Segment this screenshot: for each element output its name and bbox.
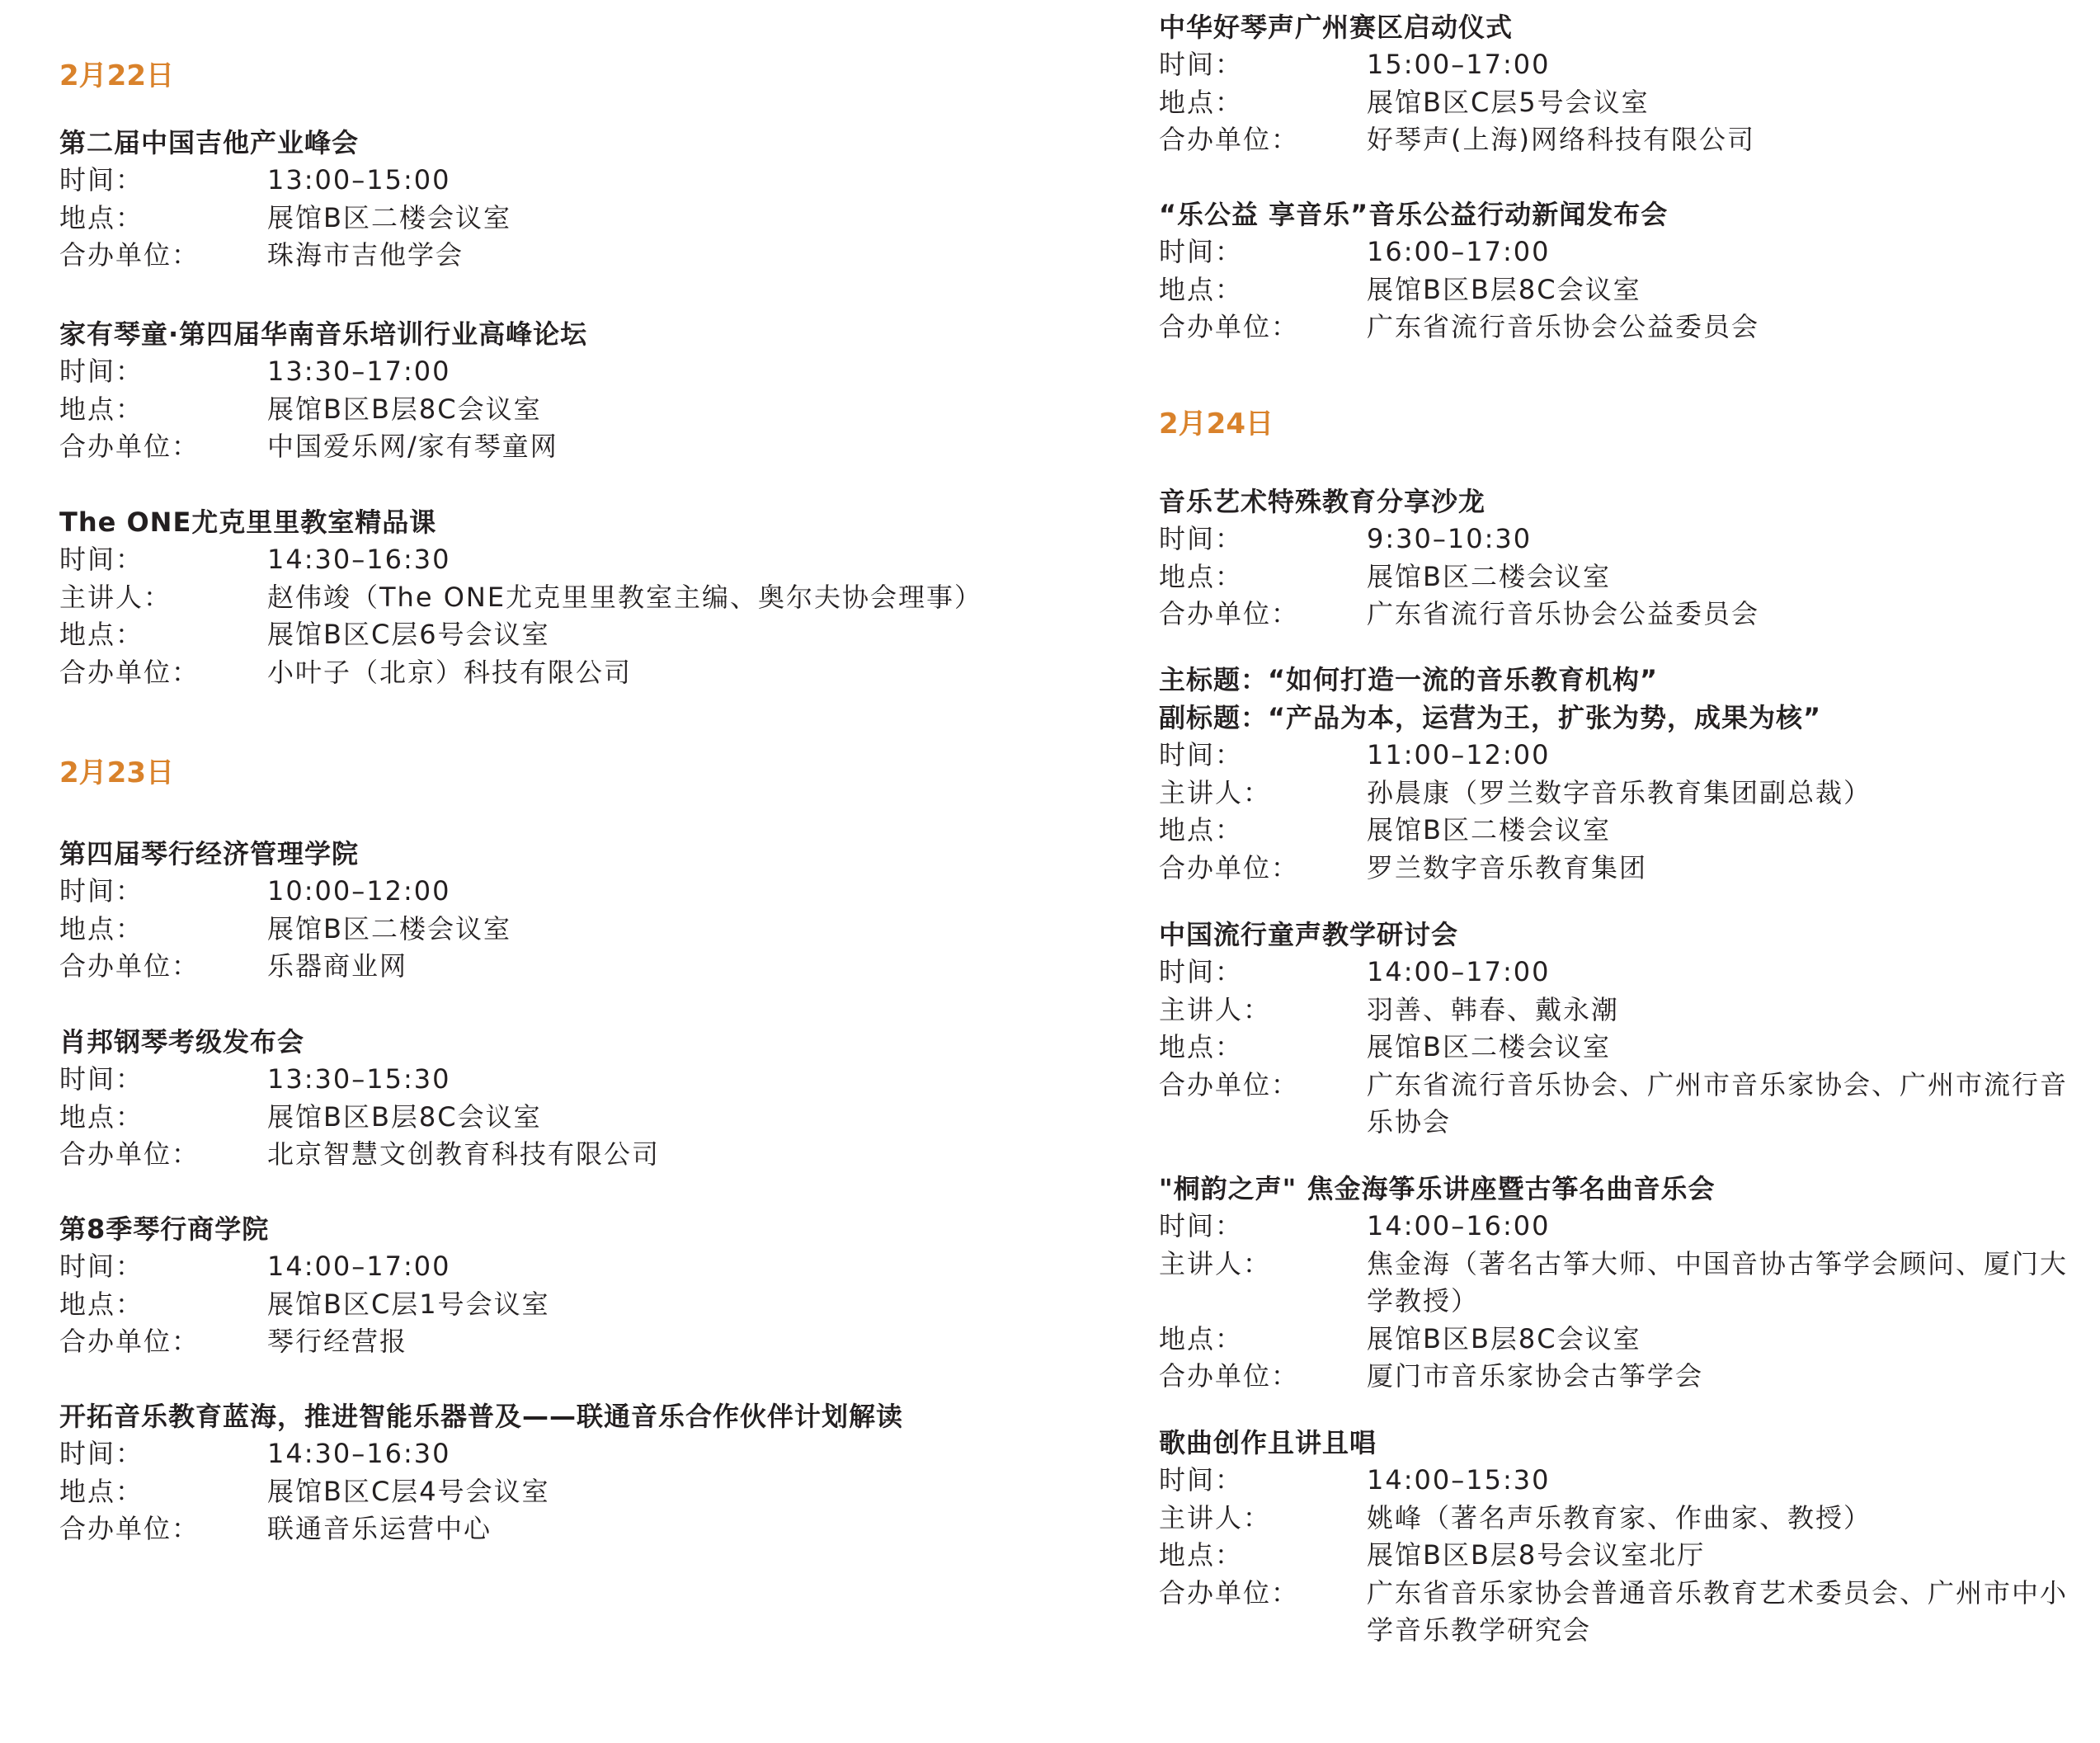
time-label: 时间：: [59, 164, 144, 195]
time-label: 时间：: [1159, 49, 1244, 80]
place-row: [1159, 84, 2083, 122]
place-label: 地点：: [59, 201, 144, 233]
time-label: 时间：: [59, 1438, 144, 1469]
organizer-label: 合办单位：: [59, 1326, 200, 1357]
time-label: 时间：: [1159, 956, 1244, 987]
event-special-education-salon: [1159, 483, 2083, 634]
place-row: [59, 1099, 1090, 1137]
organizer-value: 罗兰数字音乐教育集团: [1367, 851, 1648, 883]
organizer-value: 广东省流行音乐协会公益委员会: [1367, 311, 1760, 342]
speaker-label: 主讲人：: [1159, 776, 1272, 808]
time-row: [59, 162, 1090, 200]
place-row: [1159, 1321, 2083, 1359]
organizer-label: 合办单位：: [1159, 1360, 1300, 1392]
organizer-label: 合办单位：: [1159, 311, 1300, 342]
event-guitar-summit: [59, 124, 1090, 275]
time-row: [1159, 46, 2083, 84]
time-value: 15:00–17:00: [1367, 49, 1551, 80]
event-business-school-season8: [59, 1210, 1090, 1361]
place-label: 地点：: [1159, 814, 1244, 846]
event-unicom-partner-plan: [59, 1397, 1090, 1548]
place-value: 展馆B区C层1号会议室: [267, 1288, 550, 1320]
date-heading-feb23: 2月23日: [59, 756, 174, 789]
organizer-row: [1159, 1575, 2083, 1650]
place-value: 展馆B区C层6号会议室: [267, 619, 550, 650]
time-row: [1159, 737, 2083, 775]
organizer-label: 合办单位：: [59, 1513, 200, 1544]
place-label: 地点：: [1159, 560, 1244, 592]
event-subtitle: 副标题：“产品为本，运营为王，扩张为势，成果为核”: [1159, 702, 1822, 733]
time-row: [1159, 521, 2083, 558]
time-label: 时间：: [1159, 236, 1244, 267]
time-value: 10:00–12:00: [267, 875, 451, 907]
place-label: 地点：: [59, 1288, 144, 1320]
place-label: 地点：: [1159, 273, 1244, 305]
speaker-value: 赵伟竣（The ONE尤克里里教室主编、奥尔夫协会理事）: [267, 581, 983, 613]
event-chopin-exam-launch: [59, 1023, 1090, 1174]
organizer-value: 乐器商业网: [267, 950, 408, 982]
speaker-row: [1159, 992, 2083, 1029]
organizer-row: [1159, 1067, 2083, 1142]
place-value: 展馆B区B层8C会议室: [1367, 273, 1641, 305]
place-row: [59, 200, 1090, 238]
organizer-row: [1159, 1358, 2083, 1396]
place-row: [59, 616, 1090, 654]
place-row: [59, 911, 1090, 949]
event-title: 中华好琴声广州赛区启动仪式: [1159, 12, 1514, 43]
speaker-row: [1159, 1500, 2083, 1538]
event-songwriting-talk: [1159, 1424, 2083, 1650]
event-title: The ONE尤克里里教室精品课: [59, 506, 437, 538]
time-row: [59, 541, 1090, 579]
place-row: [1159, 1029, 2083, 1067]
event-title: 第四届琴行经济管理学院: [59, 838, 360, 869]
place-value: 展馆B区B层8C会议室: [267, 393, 542, 425]
event-guzheng-concert: [1159, 1170, 2083, 1396]
event-roland-education-talk: [1159, 661, 2083, 887]
speaker-value: 羽善、韩春、戴永潮: [1367, 993, 1620, 1025]
speaker-value: 焦金海（著名古筝大师、中国音协古筝学会顾问、厦门大学教授）: [1367, 1247, 2069, 1317]
organizer-value: 好琴声(上海)网络科技有限公司: [1367, 124, 1755, 155]
time-value: 14:00–16:00: [1367, 1210, 1551, 1241]
place-row: [1159, 271, 2083, 309]
organizer-row: [59, 237, 1090, 275]
speaker-row: [1159, 775, 2083, 813]
time-value: 14:30–16:30: [267, 1438, 451, 1469]
organizer-value: 小叶子（北京）科技有限公司: [267, 656, 633, 688]
place-label: 地点：: [59, 1475, 144, 1507]
organizer-label: 合办单位：: [1159, 124, 1300, 155]
place-value: 展馆B区二楼会议室: [1367, 560, 1611, 592]
time-row: [1159, 1462, 2083, 1500]
organizer-row: [59, 1323, 1090, 1361]
event-haoqinsheng-launch: [1159, 8, 2083, 159]
organizer-row: [59, 948, 1090, 986]
event-title: 肖邦钢琴考级发布会: [59, 1026, 305, 1058]
time-label: 时间：: [1159, 523, 1244, 554]
time-label: 时间：: [59, 356, 144, 387]
place-value: 展馆B区C层4号会议室: [267, 1475, 550, 1507]
speaker-value: 孙晨康（罗兰数字音乐教育集团副总裁）: [1367, 776, 1872, 808]
organizer-label: 合办单位：: [1159, 851, 1300, 883]
organizer-value: 琴行经营报: [267, 1326, 408, 1357]
place-row: [59, 1473, 1090, 1511]
place-value: 展馆B区B层8C会议室: [267, 1100, 542, 1133]
organizer-row: [59, 1510, 1090, 1548]
event-music-training-forum: [59, 315, 1090, 466]
place-label: 地点：: [1159, 1031, 1244, 1062]
event-title: 家有琴童·第四届华南音乐培训行业高峰论坛: [59, 318, 588, 350]
organizer-label: 合办单位：: [1159, 1068, 1300, 1100]
place-label: 地点：: [1159, 86, 1244, 118]
place-value: 展馆B区二楼会议室: [1367, 1031, 1611, 1062]
speaker-label: 主讲人：: [1159, 1247, 1272, 1279]
organizer-label: 合办单位：: [59, 431, 200, 462]
time-label: 时间：: [1159, 739, 1244, 770]
place-value: 展馆B区二楼会议室: [267, 912, 511, 945]
time-row: [59, 353, 1090, 391]
time-label: 时间：: [59, 1063, 144, 1095]
date-heading-feb24: 2月24日: [1159, 407, 1274, 440]
time-value: 13:30–17:00: [267, 356, 451, 387]
speaker-row: [59, 579, 1090, 617]
event-title: 歌曲创作且讲且唱: [1159, 1427, 1377, 1458]
time-row: [59, 1061, 1090, 1099]
place-value: 展馆B区B层8号会议室北厅: [1367, 1539, 1706, 1571]
speaker-label: 主讲人：: [1159, 1501, 1272, 1533]
place-label: 地点：: [59, 393, 144, 425]
place-label: 地点：: [59, 619, 144, 650]
time-label: 时间：: [59, 875, 144, 907]
organizer-value: 珠海市吉他学会: [267, 239, 464, 271]
time-label: 时间：: [59, 544, 144, 575]
place-value: 展馆B区B层8C会议室: [1367, 1322, 1641, 1354]
organizer-row: [59, 1136, 1090, 1174]
event-title: “乐公益 享音乐”音乐公益行动新闻发布会: [1159, 199, 1669, 230]
speaker-label: 主讲人：: [59, 581, 172, 613]
event-title: 第8季琴行商学院: [59, 1213, 270, 1245]
organizer-row: [1159, 850, 2083, 888]
organizer-value: 中国爱乐网/家有琴童网: [267, 431, 558, 462]
time-value: 13:00–15:00: [267, 164, 451, 195]
place-value: 展馆B区C层5号会议室: [1367, 86, 1650, 118]
time-row: [59, 1248, 1090, 1286]
organizer-label: 合办单位：: [1159, 598, 1300, 629]
organizer-value: 广东省流行音乐协会公益委员会: [1367, 598, 1760, 629]
event-title: 第二届中国吉他产业峰会: [59, 127, 360, 158]
place-row: [59, 391, 1090, 429]
place-value: 展馆B区二楼会议室: [1367, 814, 1611, 846]
time-value: 14:00–17:00: [267, 1251, 451, 1282]
organizer-label: 合办单位：: [59, 1138, 200, 1170]
time-value: 16:00–17:00: [1367, 236, 1551, 267]
event-title: 中国流行童声教学研讨会: [1159, 919, 1459, 950]
place-label: 地点：: [59, 1100, 144, 1133]
event-title: 主标题：“如何打造一流的音乐教育机构”: [1159, 664, 1659, 695]
time-row: [1159, 954, 2083, 992]
organizer-row: [1159, 309, 2083, 346]
time-label: 时间：: [1159, 1210, 1244, 1241]
organizer-value: 广东省音乐家协会普通音乐教育艺术委员会、广州市中小学音乐教学研究会: [1367, 1576, 2069, 1646]
place-value: 展馆B区二楼会议室: [267, 201, 511, 233]
time-value: 14:00–15:30: [1367, 1464, 1551, 1496]
event-title: "桐韵之声" 焦金海筝乐讲座暨古筝名曲音乐会: [1159, 1173, 1716, 1204]
event-title: 开拓音乐教育蓝海，推进智能乐器普及——联通音乐合作伙伴计划解读: [59, 1401, 904, 1432]
place-label: 地点：: [1159, 1539, 1244, 1571]
time-value: 14:00–17:00: [1367, 956, 1551, 987]
event-piano-shop-management: [59, 835, 1090, 986]
organizer-label: 合办单位：: [59, 239, 200, 271]
place-row: [1159, 1537, 2083, 1575]
time-value: 11:00–12:00: [1367, 739, 1551, 770]
organizer-value: 厦门市音乐家协会古筝学会: [1367, 1360, 1704, 1392]
time-value: 13:30–15:30: [267, 1063, 451, 1095]
time-label: 时间：: [59, 1251, 144, 1282]
event-charity-press-conference: [1159, 195, 2083, 346]
organizer-row: [1159, 121, 2083, 159]
time-value: 14:30–16:30: [267, 544, 451, 575]
time-label: 时间：: [1159, 1464, 1244, 1496]
organizer-label: 合办单位：: [1159, 1576, 1300, 1609]
time-row: [1159, 1208, 2083, 1246]
place-row: [1159, 558, 2083, 596]
place-label: 地点：: [59, 912, 144, 945]
organizer-value: 联通音乐运营中心: [267, 1513, 492, 1544]
time-row: [59, 1435, 1090, 1473]
organizer-label: 合办单位：: [59, 656, 200, 688]
organizer-row: [59, 428, 1090, 466]
organizer-value: 北京智慧文创教育科技有限公司: [267, 1138, 661, 1170]
event-title: 音乐艺术特殊教育分享沙龙: [1159, 486, 1486, 517]
place-label: 地点：: [1159, 1322, 1244, 1354]
organizer-label: 合办单位：: [59, 950, 200, 982]
place-row: [1159, 812, 2083, 850]
speaker-row: [1159, 1246, 2083, 1321]
organizer-value: 广东省流行音乐协会、广州市音乐家协会、广州市流行音乐协会: [1367, 1068, 2069, 1138]
time-row: [59, 873, 1090, 911]
date-heading-feb22: 2月22日: [59, 59, 174, 92]
organizer-row: [1159, 596, 2083, 634]
place-row: [59, 1286, 1090, 1324]
speaker-label: 主讲人：: [1159, 993, 1272, 1025]
time-row: [1159, 233, 2083, 271]
event-children-voice-seminar: [1159, 916, 2083, 1142]
speaker-value: 姚峰（著名声乐教育家、作曲家、教授）: [1367, 1501, 1872, 1533]
time-value: 9:30–10:30: [1367, 523, 1533, 554]
organizer-row: [59, 654, 1090, 692]
event-ukulele-class: [59, 503, 1090, 691]
